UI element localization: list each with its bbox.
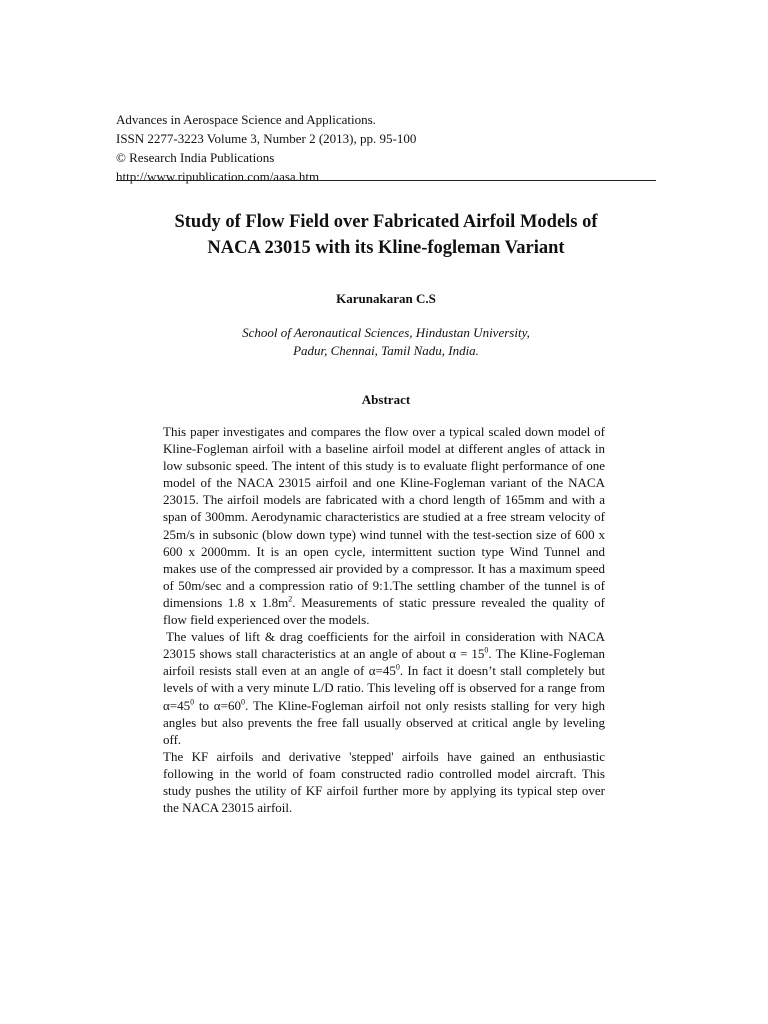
abstract-p2-superscript-4: 0	[240, 697, 245, 707]
affiliation-line-2: Padur, Chennai, Tamil Nadu, India.	[293, 343, 479, 358]
abstract-body	[163, 423, 605, 816]
issn-line: ISSN 2277-3223 Volume 3, Number 2 (2013), pp. 95-100	[116, 131, 417, 146]
abstract-p1-text-a: This paper investigates and compares the flow over a typical scaled down model of Kline-Fogleman airfoil with a baseline airfoil model at different angles of attack in low subsonic speed. The intent of this study is to evaluate flight performance of one model of the NACA 23015 airfoil and one Kline-Fogleman variant of the NACA 23015. The airfoil models are fabricated with a chord length of 165mm and with a span of 300mm. Aerodynamic characteristics are studied at a free stream velocity of 25m/s in subsonic (blow down type) wind tunnel with the test-section size of 600 x 600 x 2000mm. It is an open cycle, intermittent suction type Wind Tunnel and makes use of the compressed air provided by a compressor. It has a maximum speed of 50m/sec and a compression ratio of 9:1.The settling chamber of the tunnel is of dimensions 1.8 x 1.8m	[163, 424, 605, 610]
abstract-p2-text-d: to α=60	[194, 697, 241, 713]
journal-name: Advances in Aerospace Science and Applications.	[116, 112, 376, 127]
abstract-p1-text-b: . Measurements of static pressure revealed the quality of flow field experienced over the models.	[163, 594, 605, 628]
abstract-p2-superscript-1: 0	[484, 645, 489, 655]
abstract-p2-text-a: The values of lift & drag coefficients for the airfoil in consideration with NACA 23015 shows stall characteristics at an angle of about α = 15	[163, 629, 605, 662]
abstract-p1-superscript: 2	[288, 594, 293, 604]
title-line-1: Study of Flow Field over Fabricated Airfoil Models of	[174, 212, 598, 232]
abstract-p2-text-e: . The Kline-Fogleman airfoil not only resists stalling for very high angles but also prevents the free fall usually observed at critical angle by leveling off.	[163, 697, 605, 747]
abstract-paragraph-1	[163, 423, 605, 628]
header-rule	[116, 180, 656, 181]
abstract-p2-text-c: . In fact it doesn’t stall completely but levels of with a very minute L/D ratio. This leveling off is observed for a range from α=45	[163, 663, 605, 713]
title-line-2: NACA 23015 with its Kline-fogleman Variant	[207, 238, 565, 258]
abstract-paragraph-2	[163, 628, 605, 748]
abstract-p2-text-b: . The Kline-Fogleman airfoil resists stall even at an angle of α=45	[163, 646, 606, 679]
abstract-p2-superscript-3: 0	[190, 697, 195, 707]
paper-title	[116, 209, 656, 261]
abstract-paragraph-3: The KF airfoils and derivative 'stepped' airfoils have gained an enthusiastic following in the world of foam constructed radio controlled model aircraft. This study pushes the utility of KF airfoil further more by applying its typical step over the NACA 23015 airfoil.	[163, 748, 605, 816]
affiliation-line-1: School of Aeronautical Sciences, Hindustan University,	[242, 325, 530, 340]
affiliation	[116, 324, 656, 360]
abstract-heading: Abstract	[361, 392, 411, 407]
journal-header	[116, 110, 656, 186]
author-name: Karunakaran C.S	[336, 291, 436, 306]
publisher-line: © Research India Publications	[116, 150, 275, 165]
abstract-p2-superscript-2: 0	[395, 662, 400, 672]
journal-url[interactable]: http://www.ripublication.com/aasa.htm	[116, 169, 320, 184]
